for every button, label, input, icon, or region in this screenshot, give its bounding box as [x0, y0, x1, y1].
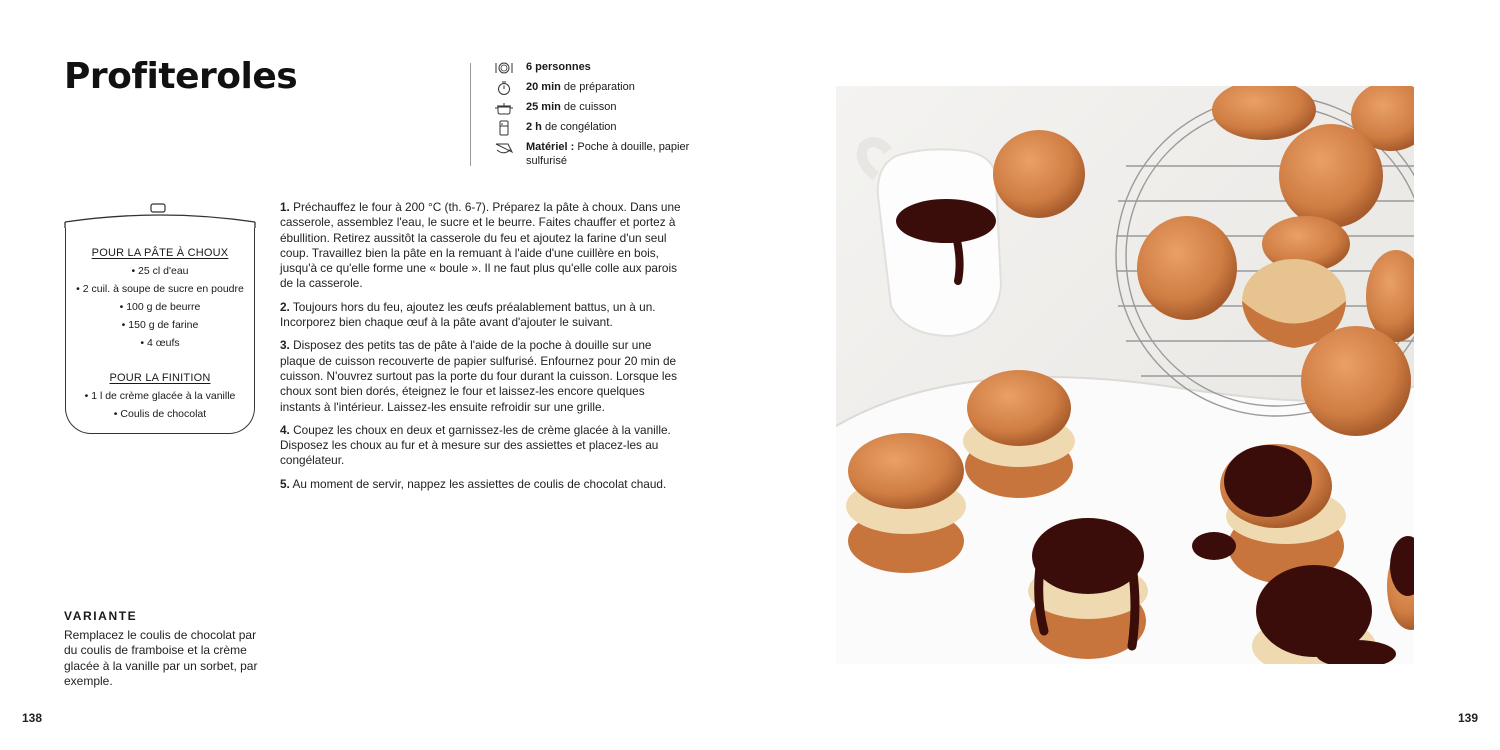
profiteroles-illustration: [836, 86, 1414, 664]
freezer-icon: [494, 120, 516, 136]
ingredient-item: • 2 cuil. à soupe de sucre en poudre: [76, 283, 244, 295]
ingredient-item: • 25 cl d'eau: [131, 265, 189, 277]
pot-lid-icon: [62, 200, 258, 230]
ingredients-section-title: POUR LA FINITION: [109, 372, 211, 384]
ingredient-item: • 4 œufs: [140, 337, 180, 349]
ingredients-list: [62, 244, 258, 423]
step-2: 2. Toujours hors du feu, ajoutez les œufs préalablement battus, un à un. Incorporez bien chaque œuf à la pâte avant d'ajouter le suivant.: [280, 299, 656, 330]
ingredient-item: • 1 l de crème glacée à la vanille: [84, 390, 236, 402]
ingredients-pot: [62, 200, 258, 436]
meta-servings: 6 personnes: [494, 60, 694, 80]
variante-title: VARIANTE: [64, 609, 138, 623]
meta-cook-time: 25 min de cuisson: [494, 100, 694, 120]
ingredient-item: • 150 g de farine: [121, 319, 199, 331]
variante-text: Remplacez le coulis de chocolat par du coulis de framboise et la crème glacée à la vanille par un sorbet, par exemple.: [64, 628, 258, 689]
meta-freeze-time: 2 h de congélation: [494, 120, 694, 140]
page-number-left: 138: [22, 711, 43, 725]
meta-divider: [470, 63, 471, 166]
step-4: 4. Coupez les choux en deux et garnissez-les de crème glacée à la vanille. Disposez les choux au fur et à mesure sur des assiettes et placez-les au congélateur.: [280, 422, 671, 468]
piping-bag-icon: [494, 140, 516, 156]
profiteroles-photo: [836, 86, 1414, 664]
step-1: 1. Préchauffez le four à 200 °C (th. 6-7). Préparez la pâte à choux. Dans une casserole, assemblez l'eau, le sucre et le beurre. Faites chauffer et portez à ébullition. Retirez aussitôt la casserole du feu et ajoutez la farine d'un seul coup. Travaillez bien la pâte en la remuant à l'aide d'une cuillère en bois, jusqu'à ce qu'elle forme une « boule ». Il ne faut plus qu'elle colle aux parois de la casserole.: [280, 200, 681, 291]
timer-icon: [494, 80, 516, 96]
page-number-right: 139: [1457, 711, 1478, 725]
recipe-steps: [280, 200, 684, 500]
ingredients-section-title: POUR LA PÂTE À CHOUX: [91, 247, 229, 259]
step-3: 3. Disposez des petits tas de pâte à l'aide de la poche à douille sur une plaque de cuisson recouverte de papier sulfurisé. Enfournez pour 20 min de cuisson. N'ouvrez surtout pas la porte du four durant la cuisson. Lorsque les choux sont bien dorés, éteignez le four et laissez-les encore quelques instants à l'intérieur. Laissez-les ensuite refroidir sur une grille.: [280, 338, 678, 414]
step-5: 5. Au moment de servir, nappez les assiettes de coulis de chocolat chaud.: [280, 476, 667, 491]
recipe-meta: [494, 60, 694, 174]
recipe-title: Profiteroles: [64, 56, 298, 97]
cooking-pot-icon: [494, 100, 516, 116]
ingredient-item: • Coulis de chocolat: [113, 408, 207, 420]
plate-icon: [494, 60, 516, 76]
meta-prep-time: 20 min de préparation: [494, 80, 694, 100]
ingredient-item: • 100 g de beurre: [119, 301, 201, 313]
meta-equipment: Matériel : Poche à douille, papier sulfurisé: [494, 140, 694, 174]
